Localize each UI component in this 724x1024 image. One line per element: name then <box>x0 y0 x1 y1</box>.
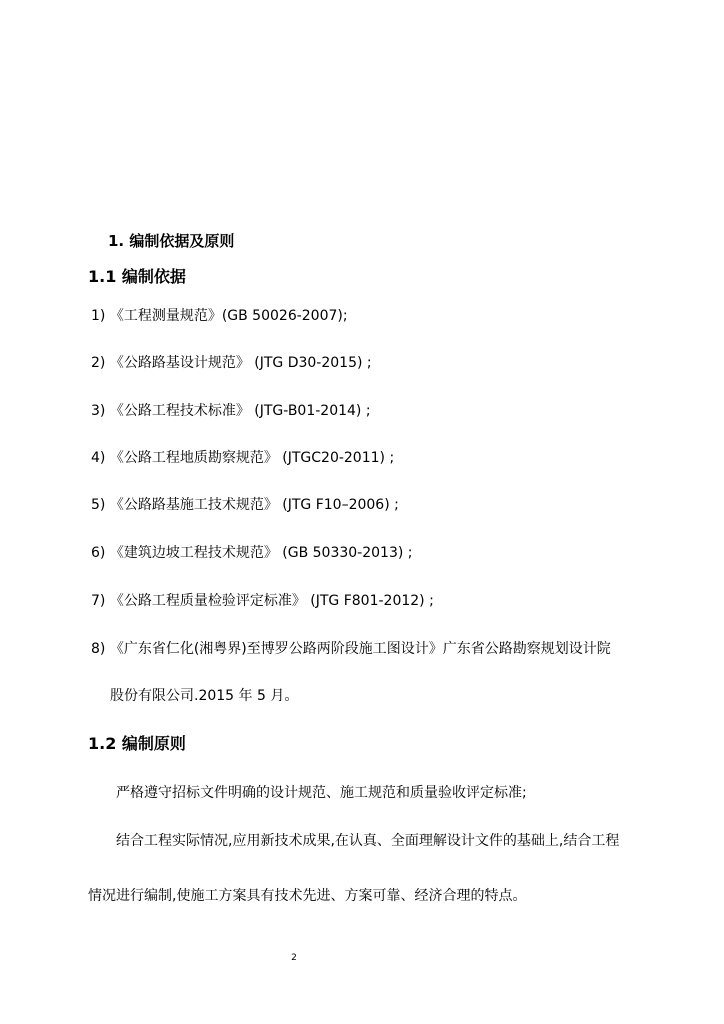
principle-paragraph-2-line-2: 情况进行编制,使施工方案具有技术先进、方案可靠、经济合理的特点。 <box>88 888 527 904</box>
principle-paragraph-2-line-1: 结合工程实际情况,应用新技术成果,在认真、全面理解设计文件的基础上,结合工程 <box>116 833 620 849</box>
basis-item-6: 6) 《建筑边坡工程技术规范》 (GB 50330-2013) ; <box>91 545 413 561</box>
chapter-heading: 1. 编制依据及原则 <box>108 232 235 250</box>
principle-paragraph-1: 严格遵守招标文件明确的设计规范、施工规范和质量验收评定标准; <box>116 785 527 801</box>
basis-item-1: 1) 《工程测量规范》(GB 50026-2007); <box>91 308 348 324</box>
section-heading-principles: 1.2 编制原则 <box>88 734 186 753</box>
basis-item-8-continuation: 股份有限公司.2015 年 5 月。 <box>110 688 299 704</box>
basis-item-7: 7) 《公路工程质量检验评定标准》 (JTG F801-2012) ; <box>91 593 434 609</box>
section-heading-basis: 1.1 编制依据 <box>88 267 186 286</box>
page-number: 2 <box>291 953 297 963</box>
basis-item-2: 2) 《公路路基设计规范》 (JTG D30-2015) ; <box>91 355 372 371</box>
basis-item-4: 4) 《公路工程地质勘察规范》 (JTGC20-2011) ; <box>91 450 395 466</box>
basis-item-3: 3) 《公路工程技术标准》 (JTG-B01-2014) ; <box>91 403 371 419</box>
basis-item-5: 5) 《公路路基施工技术规范》 (JTG F10–2006) ; <box>91 497 399 513</box>
basis-item-8: 8) 《广东省仁化(湘粤界)至博罗公路两阶段施工图设计》广东省公路勘察规划设计院 <box>91 641 611 657</box>
